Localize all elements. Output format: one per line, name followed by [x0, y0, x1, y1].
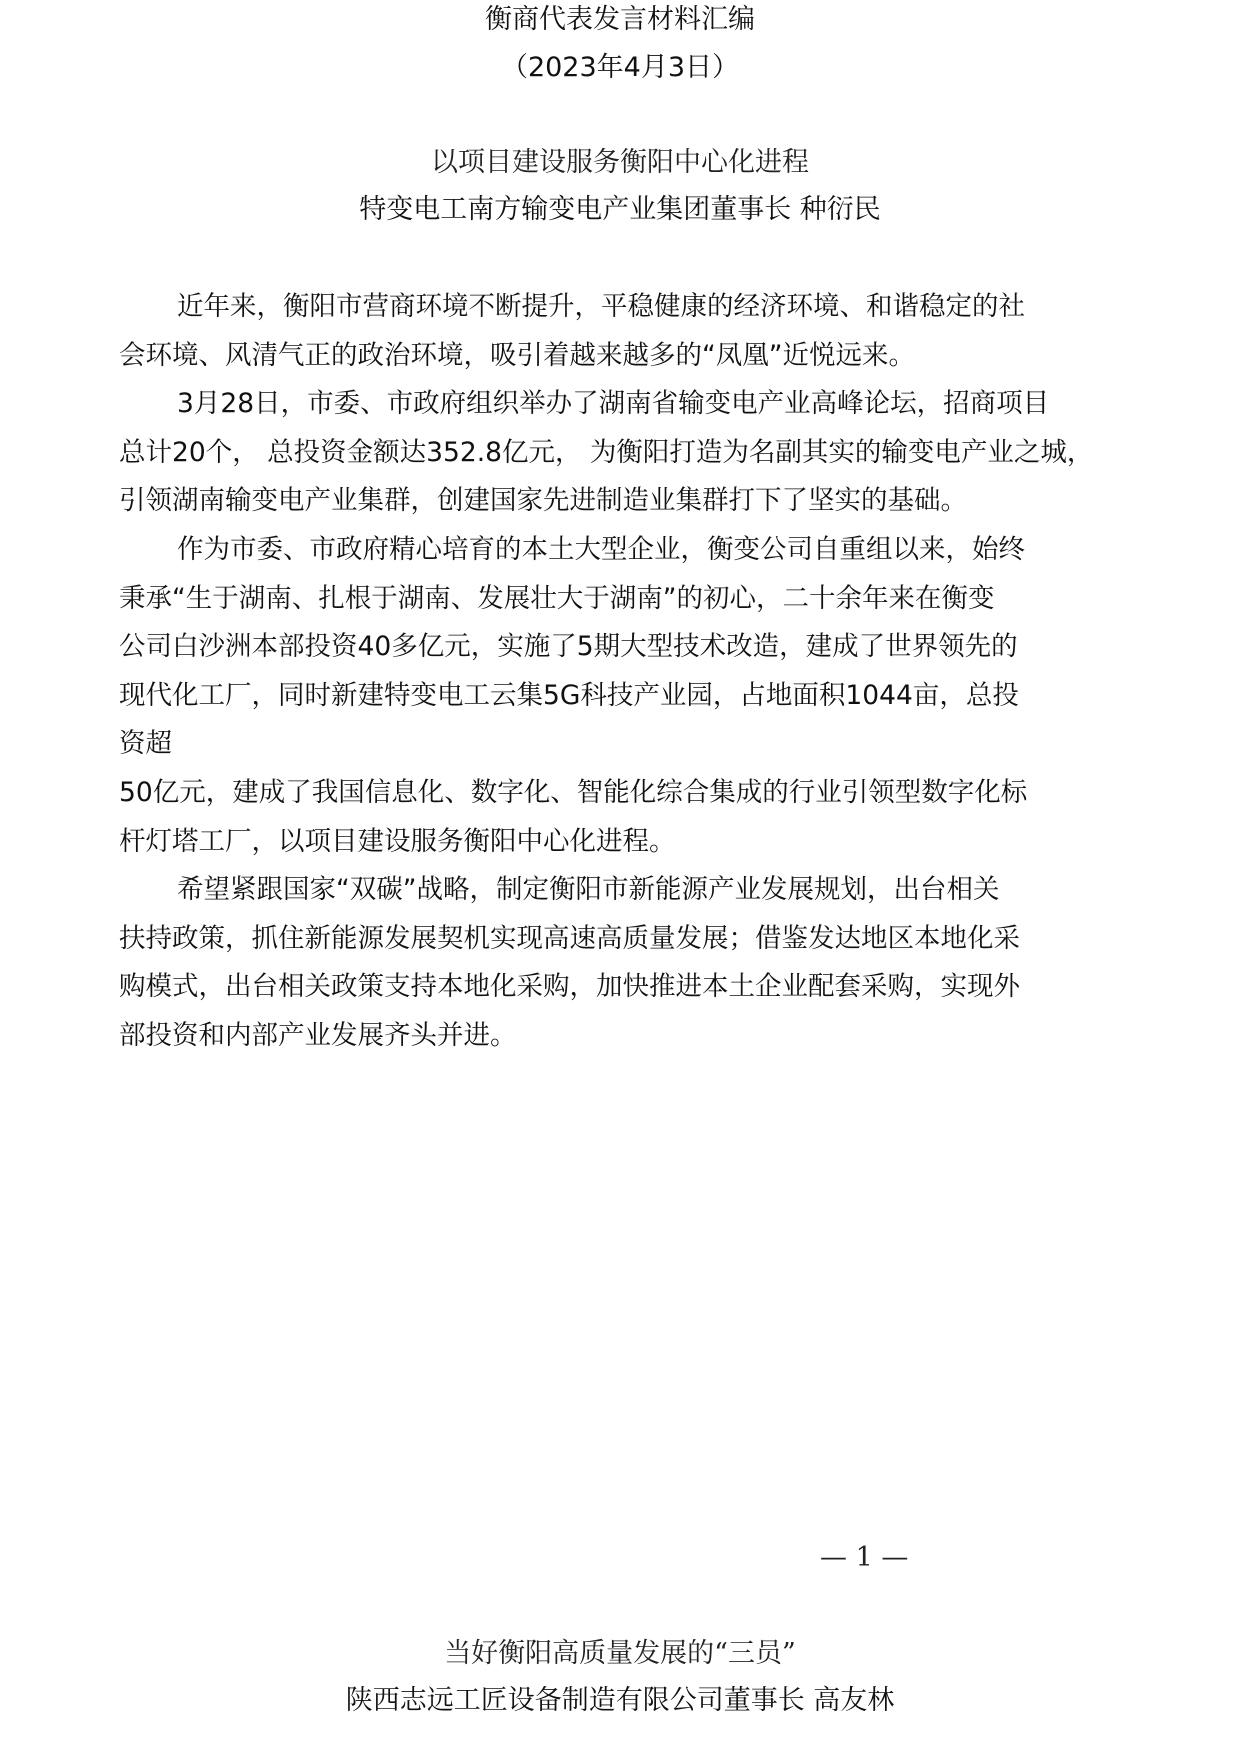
paragraph-line: 引领湖南输变电产业集群，创建国家先进制造业集群打下了坚实的基础。: [119, 485, 967, 517]
section-speaker: 陕西志远工匠设备制造有限公司董事长 高友林: [345, 1685, 895, 1716]
paragraph-line: 部投资和内部产业发展齐头并进。: [119, 1019, 517, 1051]
paragraph-line: 购模式，出台相关政策支持本地化采购，加快推进本土企业配套采购，实现外: [119, 971, 1020, 1003]
paragraph-line: 杆灯塔工厂，以项目建设服务衡阳中心化进程。: [119, 825, 676, 857]
document-title: 衡商代表发言材料汇编: [485, 4, 755, 35]
paragraph-line: 50亿元，建成了我国信息化、数字化、智能化综合集成的行业引领型数字化标: [119, 776, 1028, 808]
section-title: 当好衡阳高质量发展的“三员”: [444, 1638, 796, 1669]
paragraph-line: 近年来，衡阳市营商环境不断提升，平稳健康的经济环境、和谐稳定的社: [177, 291, 1025, 322]
paragraph-line: 现代化工厂，同时新建特变电工云集5G科技产业园，占地面积1044亩，总投: [119, 679, 1019, 711]
paragraph-line: 希望紧跟国家“双碳”战略，制定衡阳市新能源产业发展规划，出台相关: [177, 874, 1000, 906]
paragraph-line: 秉承“生于湖南、扎根于湖南、发展壮大于湖南”的初心，二十余年来在衡变: [119, 582, 995, 614]
paragraph-line: 资超: [119, 728, 172, 760]
page-number: — 1 —: [820, 1542, 909, 1573]
paragraph-line: 作为市委、市政府精心培育的本土大型企业，衡变公司自重组以来，始终: [177, 533, 1025, 565]
document-date: （2023年4月3日）: [500, 52, 740, 83]
section-speaker: 特变电工南方输变电产业集团董事长 种衍民: [359, 194, 881, 225]
section-title: 以项目建设服务衡阳中心化进程: [431, 147, 809, 178]
paragraph-line: 扶持政策，抓住新能源发展契机实现高速高质量发展；借鉴发达地区本地化采: [119, 922, 1020, 954]
paragraph-line: 总计20个， 总投资金额达352.8亿元， 为衡阳打造为名副其实的输变电产业之城，: [119, 436, 1094, 468]
speech-body: [119, 283, 1149, 1061]
paragraph-line: 3月28日，市委、市政府组织举办了湖南省输变电产业高峰论坛，招商项目: [177, 388, 1050, 420]
paragraph-line: 公司白沙洲本部投资40多亿元，实施了5期大型技术改造，建成了世界领先的: [119, 631, 1018, 663]
paragraph-line: 会环境、风清气正的政治环境，吸引着越来越多的“凤凰”近悦远来。: [119, 339, 915, 371]
